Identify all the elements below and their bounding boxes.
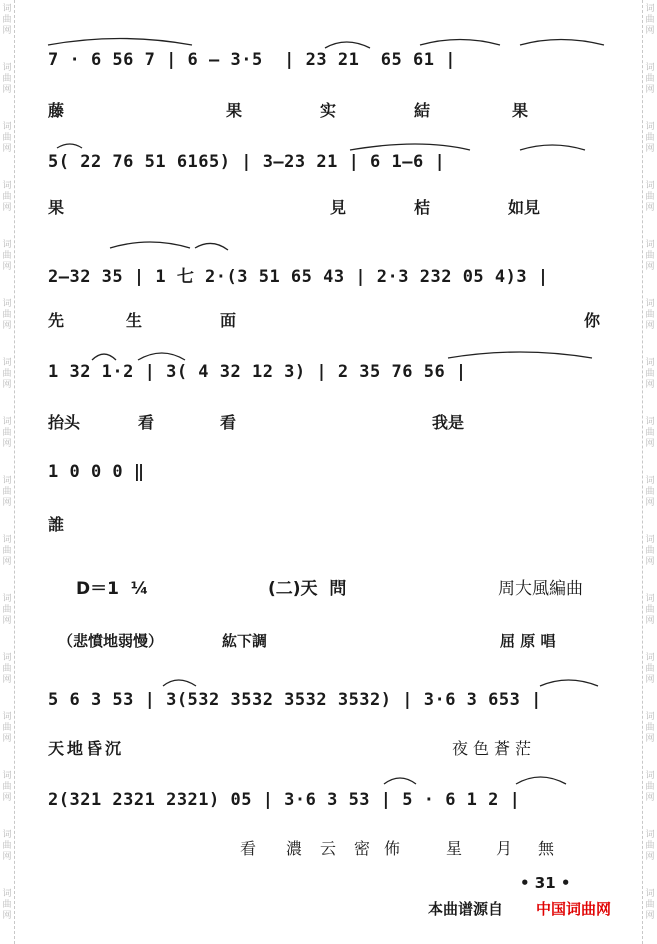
score1-line-2: 5( 22 76 51 6165) | 3—23 21 | 6 1—6 | — [48, 152, 446, 172]
watermark-glyph: 词 曲 网 — [2, 653, 12, 685]
watermark-glyph: 词 曲 网 — [645, 63, 655, 95]
watermark-glyph: 词 曲 网 — [2, 476, 12, 508]
watermark-glyph: 词 曲 网 — [645, 122, 655, 154]
watermark-glyph: 词 曲 网 — [2, 889, 12, 921]
watermark-glyph: 词 曲 网 — [2, 594, 12, 626]
watermark-glyph: 词 曲 网 — [2, 712, 12, 744]
watermark-glyph: 词 曲 网 — [645, 594, 655, 626]
watermark-glyph: 词 曲 网 — [2, 299, 12, 331]
song-title: (二)天 問 — [268, 579, 347, 599]
score1-line-3: 2—32 35 | 1 七 2·(3 51 65 43 | 2·3 232 05 4)3 | — [48, 267, 549, 287]
mode-marking: 紘下調 — [222, 632, 268, 650]
watermark-glyph: 词 曲 网 — [2, 122, 12, 154]
watermark-glyph: 词 曲 网 — [645, 358, 655, 390]
watermark-glyph: 词 曲 网 — [645, 240, 655, 272]
watermark-glyph: 词 曲 网 — [645, 535, 655, 567]
watermark-glyph: 词 曲 网 — [645, 830, 655, 862]
watermark-glyph: 词 曲 网 — [645, 417, 655, 449]
watermark-glyph: 词 曲 网 — [2, 4, 12, 36]
singer-credit: 屈 原 唱 — [500, 632, 556, 650]
watermark-glyph: 词 曲 网 — [2, 181, 12, 213]
watermark-glyph: 词 曲 网 — [645, 476, 655, 508]
watermark-glyph: 词 曲 网 — [645, 712, 655, 744]
watermark-glyph: 词 曲 网 — [2, 63, 12, 95]
watermark-glyph: 词 曲 网 — [2, 771, 12, 803]
score2-line-1: 5 6 3 53 | 3(532 3532 3532 3532) | 3·6 3 653 | — [48, 690, 542, 710]
score2-line-2: 2(321 2321 2321) 05 | 3·6 3 53 | 5 · 6 1 2 | — [48, 790, 521, 810]
watermark-glyph: 词 曲 网 — [2, 240, 12, 272]
watermark-glyph: 词 曲 网 — [2, 417, 12, 449]
score1-line-5: 1 0 0 0 ‖ — [48, 462, 145, 482]
watermark-glyph: 词 曲 网 — [2, 830, 12, 862]
watermark-glyph: 词 曲 网 — [645, 889, 655, 921]
watermark-glyph: 词 曲 网 — [2, 358, 12, 390]
watermark-glyph: 词 曲 网 — [645, 299, 655, 331]
source-label: 本曲谱源自 — [428, 900, 504, 918]
page-number: • 31 • — [520, 874, 571, 892]
score1-line-4: 1 32 1·2 | 3( 4 32 12 3) | 2 35 76 56 | — [48, 362, 467, 382]
watermark-glyph: 词 曲 网 — [645, 181, 655, 213]
watermark-glyph: 词 曲 网 — [645, 771, 655, 803]
score1-line-1: 7 · 6 56 7 | 6 — 3·5 | 23 21 65 61 | — [48, 50, 456, 70]
watermark-glyph: 词 曲 网 — [2, 535, 12, 567]
watermark-glyph: 词 曲 网 — [645, 653, 655, 685]
watermark-glyph: 词 曲 网 — [645, 4, 655, 36]
tempo-marking: （悲憤地弱慢） — [58, 632, 164, 650]
key-signature: D＝1 ¼ — [76, 579, 149, 599]
composer-credit: 周大風編曲 — [498, 579, 583, 599]
source-site-link[interactable]: 中国词曲网 — [536, 900, 612, 918]
